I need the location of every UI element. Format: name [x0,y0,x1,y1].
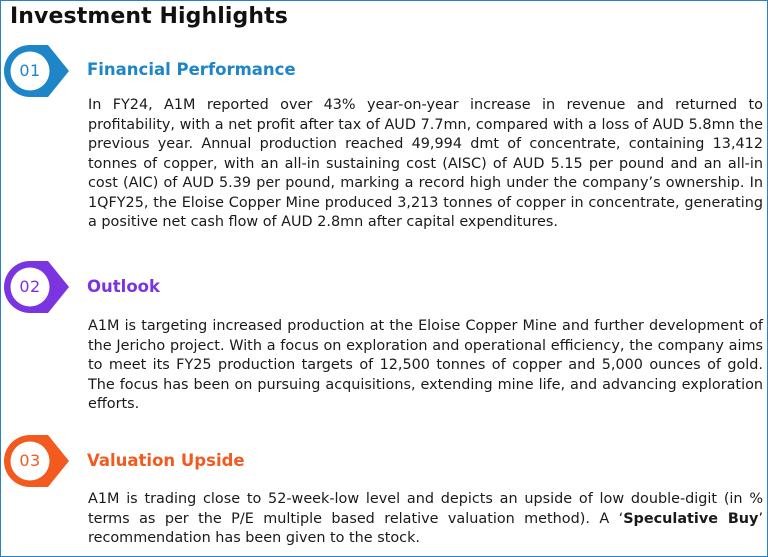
section-body: In FY24, A1M reported over 43% year-on-year increase in revenue and returned to profitability, with a net profit after tax of AUD 7.7mn, compared with a loss of AUD 5.8mn the previous year. Annual production reached 49,994 dmt of concentrate, containing 13,412 tonnes of copper, with an all-in sustaining cost (AISC) of AUD 5.15 per pound and an all-in cost (AIC) of AUD 5.39 per pound, marking a record high under the company’s ownership. In 1QFY25, the Eloise Copper Mine produced 3,213 tonnes of copper in concentrate, generating a positive net cash flow of AUD 2.8mn after capital expenditures. [88,97,763,230]
section-number: 02 [19,277,41,296]
section-number: 03 [19,451,41,470]
section-body: A1M is targeting increased production at the Eloise Copper Mine and further development of the Jericho project. With a focus on exploration and operational efficiency, the company aims to meet its FY25 production targets of 12,500 tonnes of copper and 5,000 ounces of gold. The focus has been on pursuing acquisitions, extending mine life, and advancing exploration efforts. [88,318,763,412]
numbered-badge-icon [2,434,70,488]
section-number: 01 [19,61,41,80]
numbered-badge-icon [2,260,70,314]
rating-label: Speculative Buy [623,510,759,527]
section-title: Financial Performance [87,60,296,79]
body-text: ’ recommendation has been given to the stock. [88,510,764,546]
section-body [88,490,763,549]
section-title: Valuation Upside [87,451,245,470]
page-title: Investment Highlights [10,4,288,29]
body-text: A1M is trading close to 52-week-low level and depicts an upside of low double-digit (in % terms as per the P/E multiple based relative valuation method). A ‘ [88,491,763,527]
numbered-badge-icon [2,44,70,98]
section-title: Outlook [87,277,160,296]
